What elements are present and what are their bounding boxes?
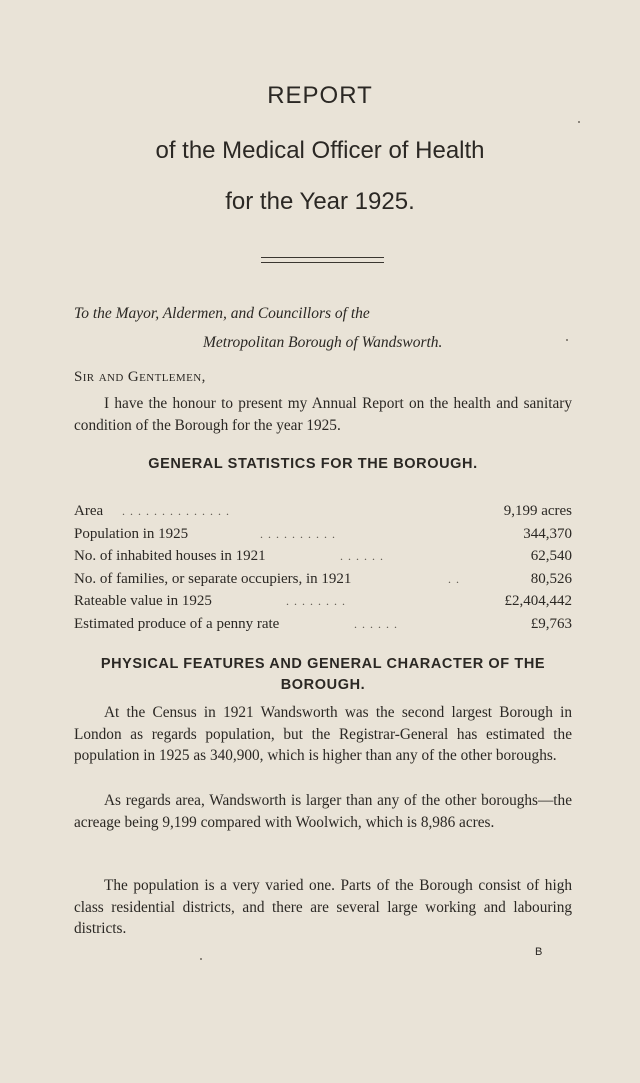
stat-row [74,613,572,636]
stat-label: Estimated produce of a penny rate [74,615,280,632]
stat-value: £2,404,442 [504,593,572,609]
stat-label: No. of families, or separate occupiers, in 1921 [74,570,352,587]
leader-dots: . . . . . . . . . . [260,526,336,541]
leader-dots: . . [448,571,460,586]
leader-dots: . . . . . . [354,616,398,631]
stat-label: Population in 1925 [74,525,189,542]
stat-label: Rateable value in 1925 [74,593,212,609]
paper-speck [200,958,202,960]
report-year: for the Year 1925. [225,188,415,215]
leader-dots: . . . . . . [340,549,384,563]
stat-value: 80,526 [530,570,572,587]
stat-value: 344,370 [523,525,572,542]
address-line-2: Metropolitan Borough of Wandsworth. [203,334,443,351]
report-title: REPORT [267,82,373,109]
report-subtitle: of the Medical Officer of Health [155,137,485,164]
stat-value: 62,540 [530,548,572,564]
stat-label: Area [74,503,104,519]
leader-dots: . . . . . . . . . . . . . . [122,504,230,518]
address-line-1: To the Mayor, Aldermen, and Councillors of the [74,305,370,322]
stat-value: £9,763 [530,615,572,632]
salutation: Sir and Gentlemen, [74,369,206,385]
leader-dots: . . . . . . . . [286,594,346,608]
paper-speck [566,339,568,341]
stat-value: 9,199 acres [503,503,572,519]
stat-label: No. of inhabited houses in 1921 [74,548,266,564]
intro-paragraph: I have the honour to present my Annual Report on the health and sanitary condition of the Borough for the year 1925. [74,395,572,434]
statistics-heading: GENERAL STATISTICS FOR THE BOROUGH. [148,456,478,472]
physical-heading: PHYSICAL FEATURES AND GENERAL CHARACTER OF THE BOROUGH. [100,656,546,693]
physical-paragraph-2: As regards area, Wandsworth is larger than any of the other boroughs—the acreage being 9,199 compared with Woolwich, which is 8,986 acres. [74,792,572,831]
stat-row [74,590,572,613]
stat-row [74,568,572,591]
stat-row [74,523,572,546]
statistics-table [74,500,572,635]
stat-row [74,500,572,523]
physical-paragraph-1: At the Census in 1921 Wandsworth was the second largest Borough in London as regards population, but the Registrar-General has estimated the population in 1925 as 340,900, which is higher than any of the other boroughs. [74,704,572,765]
signature-mark: B [535,946,543,958]
paper-speck [578,121,580,123]
physical-paragraph-3: The population is a very varied one. Parts of the Borough consist of high class residential districts, and there are several large working and labouring districts. [74,877,572,938]
title-divider [261,257,384,263]
stat-row [74,545,572,568]
